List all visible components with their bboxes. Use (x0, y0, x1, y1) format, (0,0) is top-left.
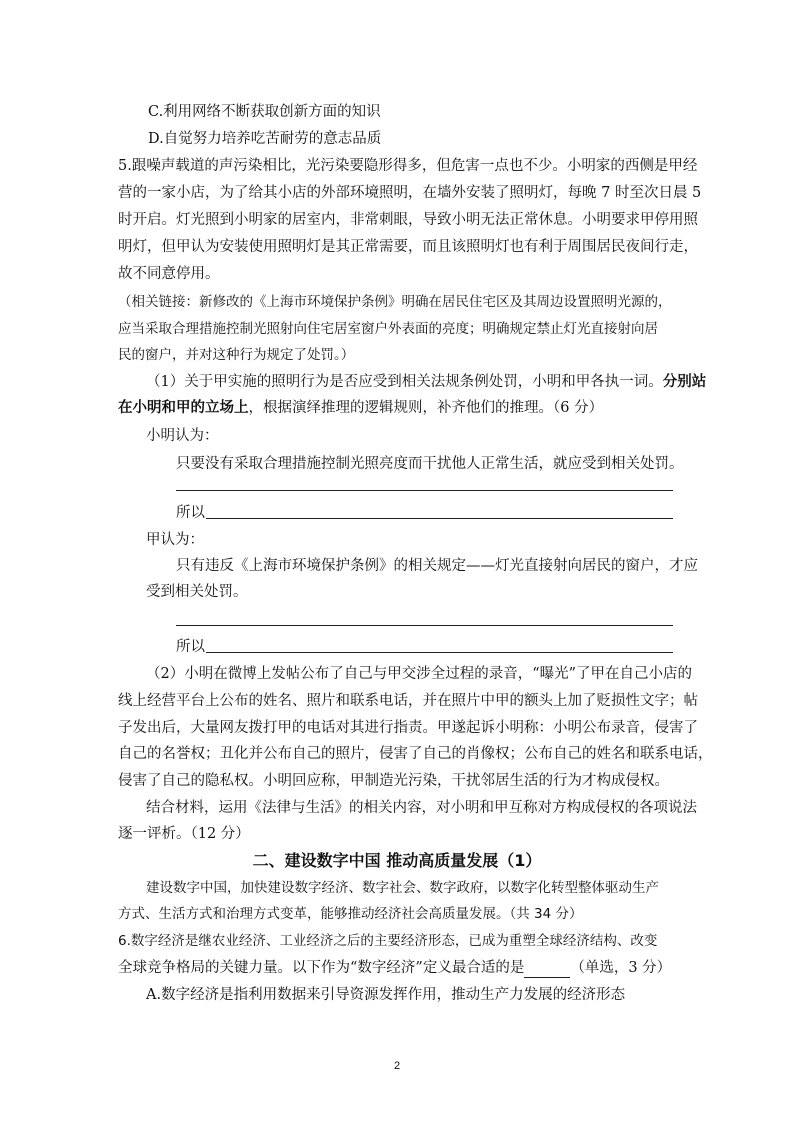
subquestion-1-line-1 (146, 372, 706, 392)
jia-premise-2: 受到相关处罚。 (146, 584, 248, 600)
option-d: D.自觉努力培养吃苦耐劳的意志品质 (148, 131, 382, 147)
q5-text-5: 故不同意停用。 (118, 266, 220, 282)
subquestion-2-line-6: 结合材料，运用《法律与生活》的相关内容，对小明和甲互称对方构成侵权的各项说法 (146, 800, 697, 816)
therefore-label-2: 所以 (176, 639, 205, 655)
subq1-instruction: ，根据演绎推理的逻辑规则，补齐他们的推理。（6 分） (248, 400, 604, 416)
related-link-1: （相关链接：新修改的《上海市环境保护条例》明确在居民住宅区及其周边设置照明光源的， (118, 294, 672, 310)
subquestion-2-line-2: 线上经营平台上公布的姓名、照片和联系电话，并在照片中甲的额头上加了贬损性文字；帖 (118, 693, 698, 709)
q6-text-1: 6.数字经济是继农业经济、工业经济之后的主要经济形态，已成为重塑全球经济结构、改变 (118, 933, 658, 949)
section-intro-2: 方式、生活方式和治理方式变革，能够推动经济社会高质量发展。（共 34 分） (118, 906, 583, 922)
q5-text-1: 5.跟噪声载道的声污染相比，光污染要隐形得多，但危害一点也不少。小明家的西侧是甲经 (118, 158, 698, 174)
q5-text-3: 时开启。灯光照到小明家的居室内，非常刺眼，导致小明无法正常休息。小明要求甲停用照 (118, 212, 698, 228)
q6-option-a: A.数字经济是指利用数据来引导资源发挥作用，推动生产力发展的经济形态 (146, 987, 626, 1003)
subquestion-1-line-2 (118, 398, 603, 418)
subquestion-2-line-4: 自己的名誉权；丑化并公布自己的照片，侵害了自己的肖像权；公布自己的姓名和联系电话， (118, 746, 713, 762)
xiaoming-label: 小明认为： (146, 428, 219, 444)
page-number: 2 (393, 1060, 401, 1072)
section-title: 二、建设数字中国 推动高质量发展（1） (252, 851, 542, 870)
jia-premise-1: 只有违反《上海市环境保护条例》的相关规定——灯光直接射向居民的窗户，才应 (176, 558, 698, 574)
q6-text-2 (118, 958, 671, 978)
subq1-emphasis-1: 分别站 (662, 373, 707, 390)
q6-stem: 全球竞争格局的关键力量。以下作为“数字经济”定义最合适的是 (118, 960, 525, 976)
subquestion-2-line-7: 逐一评析。（12 分） (118, 826, 250, 842)
q5-text-2: 营的一家小店，为了给其小店的外部环境照明，在墙外安装了照明灯，每晚 7 时至次日晨 5 (118, 185, 702, 201)
q6-answer-blank[interactable] (524, 963, 570, 978)
subquestion-2-line-3: 子发出后，大量网友拨打甲的电话对其进行指责。甲遂起诉小明称：小明公布录音，侵害了 (118, 720, 698, 736)
answer-line-1[interactable] (176, 490, 673, 491)
q6-type: （单选，3 分） (570, 960, 672, 976)
section-intro-1: 建设数字中国，加快建设数字经济、数字社会、数字政府，以数字化转型整体驱动生产 (146, 880, 659, 896)
subq1-emphasis-2: 在小明和甲的立场上 (118, 399, 249, 416)
subq1-text: （1）关于甲实施的照明行为是否应受到相关法规条例处罚，小明和甲各执一词。 (146, 374, 663, 390)
answer-line-2[interactable] (206, 518, 673, 519)
subquestion-2-line-1: （2）小明在微博上发帖公布了自己与甲交涉全过程的录音，“曝光”了甲在自己小店的 (146, 666, 693, 682)
subquestion-2-line-5: 侵害了自己的隐私权。小明回应称，甲制造光污染，干扰邻居生活的行为才构成侵权。 (118, 773, 669, 789)
answer-line-3[interactable] (176, 625, 673, 626)
therefore-label-1: 所以 (176, 505, 205, 521)
related-link-2: 应当采取合理措施控制光照射向住宅居室窗户外表面的亮度；明确规定禁止灯光直接射向居 (118, 321, 658, 337)
option-c: C.利用网络不断获取创新方面的知识 (148, 104, 381, 120)
q5-text-4: 明灯，但甲认为安装使用照明灯是其正常需要，而且该照明灯也有利于周围居民夜间行走， (118, 239, 698, 255)
xiaoming-premise: 只要没有采取合理措施控制光照亮度而干扰他人正常生活，就应受到相关处罚。 (176, 456, 684, 472)
answer-line-4[interactable] (206, 652, 673, 653)
related-link-3: 民的窗户，并对这种行为规定了处罚。） (118, 347, 355, 363)
jia-label: 甲认为： (146, 532, 204, 548)
